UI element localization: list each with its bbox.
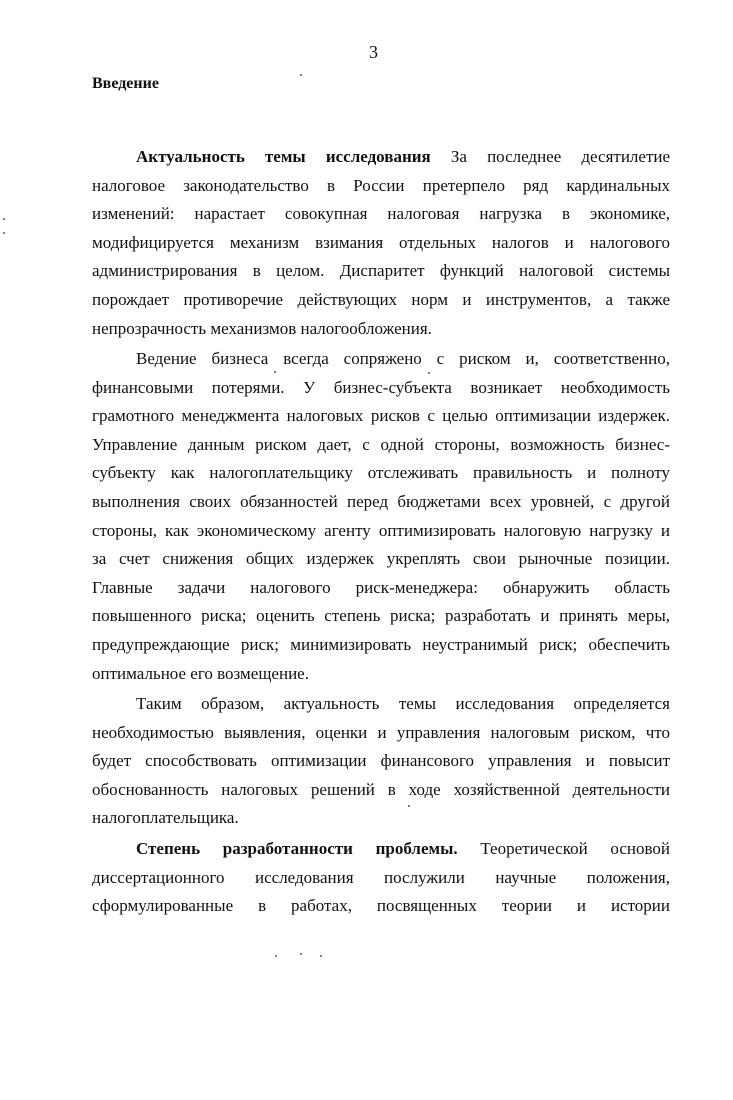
paragraph-development-degree <box>92 835 670 921</box>
development-label: Степень разработанности проблемы. <box>136 839 458 858</box>
scan-speck <box>3 232 5 234</box>
paragraph-line: субъекту как налогоплательщику отслеживать правильность и полноту <box>92 463 670 483</box>
paragraph-line: финансовыми потерями. У бизнес-субъекта возникает необходимость <box>92 377 670 397</box>
paragraph-relevance <box>92 143 670 343</box>
scan-speck <box>3 218 5 220</box>
paragraph-line: налогоплательщика. <box>92 808 239 828</box>
section-heading: Введение <box>92 75 159 92</box>
paragraph-line: модифицируется механизм взимания отдельных налогов и налогового <box>92 232 670 252</box>
scan-speck <box>428 372 430 374</box>
scan-speck <box>408 805 410 807</box>
paragraph-line: будет способствовать оптимизации финансового управления и повысит <box>92 751 670 771</box>
paragraph-line: грамотного менеджмента налоговых рисков с целью оптимизации издержек. <box>92 406 670 426</box>
paragraph-line: непрозрачность механизмов налогообложения. <box>92 318 432 338</box>
paragraph-line: администрирования в целом. Диспаритет функций налоговой системы <box>92 261 670 281</box>
paragraph-business-risk <box>92 345 670 688</box>
paragraph-line: Степень разработанности проблемы. Теоретической основой <box>136 839 670 858</box>
paragraph-line: за счет снижения общих издержек укреплять свои рыночные позиции. <box>92 549 670 569</box>
paragraph-line: оптимальное его возмещение. <box>92 663 309 683</box>
paragraph-line: выполнения своих обязанностей перед бюджетами всех уровней, с другой <box>92 491 670 511</box>
paragraph-line: диссертационного исследования послужили научные положения, <box>92 867 670 887</box>
scan-speck <box>320 955 322 957</box>
paragraph-line: Актуальность темы исследования За последнее десятилетие <box>136 147 671 166</box>
scan-speck <box>274 371 276 373</box>
paragraph-line: порождает противоречие действующих норм и инструментов, а также <box>92 289 670 309</box>
scan-speck <box>275 955 277 957</box>
scan-speck <box>300 74 302 76</box>
scan-speck <box>300 953 302 955</box>
paragraph-line: необходимостью выявления, оценки и управления налоговым риском, что <box>92 722 670 742</box>
paragraph-line: Ведение бизнеса всегда сопряжено с риском и, соответственно, <box>136 349 670 368</box>
page-number: 3 <box>369 42 378 62</box>
paragraph-line: предупреждающие риск; минимизировать неустранимый риск; обеспечить <box>92 634 670 654</box>
paragraph-line: изменений: нарастает совокупная налоговая нагрузка в экономике, <box>92 204 670 224</box>
paragraph-line: Таким образом, актуальность темы исследования определяется <box>136 694 670 713</box>
paragraph-line: Управление данным риском дает, с одной стороны, возможность бизнес- <box>92 434 670 454</box>
paragraph-line: повышенного риска; оценить степень риска; разработать и принять меры, <box>92 606 670 626</box>
relevance-label: Актуальность темы исследования <box>136 147 431 166</box>
paragraph-conclusion <box>92 690 670 833</box>
paragraph-line: Главные задачи налогового риск-менеджера: обнаружить область <box>92 577 670 597</box>
paragraph-line: обоснованность налоговых решений в ходе хозяйственной деятельности <box>92 779 670 799</box>
paragraph-line: налоговое законодательство в России претерпело ряд кардинальных <box>92 175 670 195</box>
paragraph-line: стороны, как экономическому агенту оптимизировать налоговую нагрузку и <box>92 520 670 540</box>
paragraph-line: сформулированные в работах, посвященных теории и истории <box>92 896 670 916</box>
